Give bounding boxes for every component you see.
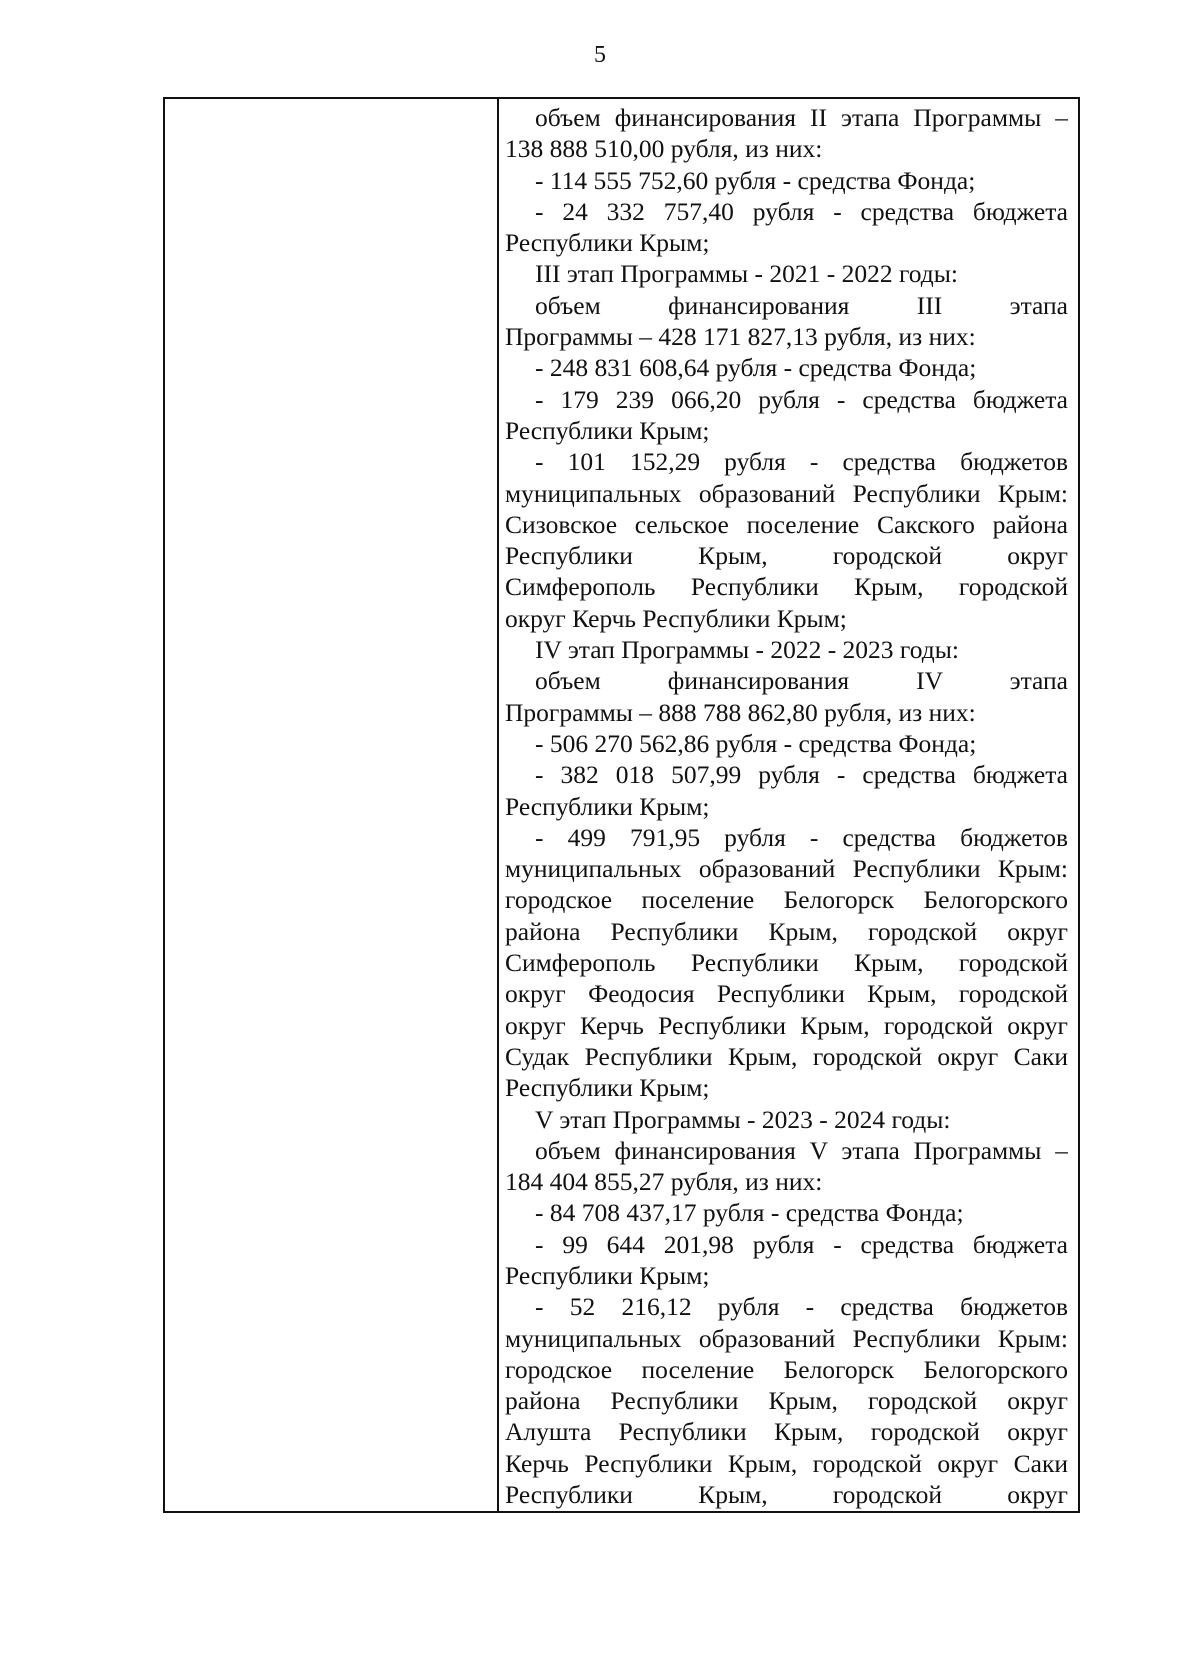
text-line: - 84 708 437,17 рубля - средства Фонда; [535, 1198, 964, 1228]
text-line: - 114 555 752,60 рубля - средства Фонда; [535, 165, 976, 195]
text-line: Республики Крым; [505, 228, 710, 258]
table-right-cell [499, 99, 1078, 1511]
text-line: - 24 332 757,40 рубля - средства бюджета [535, 196, 1068, 226]
text-line: городское поселение Белогорск Белогорского [505, 885, 1068, 915]
text-line: - 248 831 608,64 рубля - средства Фонда; [535, 353, 977, 383]
text-line: - 506 270 562,86 рубля - средства Фонда; [535, 728, 977, 758]
program-financing-table [163, 97, 1080, 1513]
text-line: - 179 239 066,20 рубля - средства бюджета [535, 384, 1068, 414]
text-line: района Республики Крым, городской округ [505, 916, 1068, 946]
text-line: Республики Крым, городской округ [505, 1480, 1068, 1510]
text-line: Республики Крым, городской округ [505, 541, 1068, 571]
text-line: Республики Крым; [505, 791, 710, 821]
text-line: - 382 018 507,99 рубля - средства бюджета [535, 760, 1068, 790]
text-line: муниципальных образований Республики Крым: [505, 1323, 1068, 1353]
table-left-cell [165, 99, 499, 1511]
text-line: - 101 152,29 рубля - средства бюджетов [535, 447, 1068, 477]
text-line: объем финансирования III этапа [535, 290, 1068, 320]
text-line: III этап Программы - 2021 - 2022 годы: [535, 259, 958, 289]
text-line: Симферополь Республики Крым, городской [505, 572, 1068, 602]
text-line: Республики Крым; [505, 1073, 710, 1103]
text-line: объем финансирования II этапа Программы – [535, 103, 1068, 132]
text-line: Керчь Республики Крым, городской округ Саки [505, 1448, 1068, 1478]
text-line: Симферополь Республики Крым, городской [505, 948, 1068, 978]
text-line: района Республики Крым, городской округ [505, 1386, 1068, 1416]
text-line: округ Феодосия Республики Крым, городской [505, 979, 1068, 1009]
text-line: Программы – 428 171 827,13 рубля, из них: [505, 322, 976, 352]
page-number: 5 [594, 42, 606, 68]
text-line: городское поселение Белогорск Белогорского [505, 1354, 1068, 1384]
text-line: Алушта Республики Крым, городской округ [505, 1417, 1068, 1447]
text-line: - 99 644 201,98 рубля - средства бюджета [535, 1229, 1068, 1259]
text-line: Программы – 888 788 862,80 рубля, из них: [505, 697, 976, 727]
text-line: Сизовское сельское поселение Сакского района [505, 509, 1068, 539]
text-line: - 499 791,95 рубля - средства бюджетов [535, 822, 1068, 852]
text-line: IV этап Программы - 2022 - 2023 годы: [535, 635, 959, 665]
text-line: объем финансирования V этапа Программы – [535, 1135, 1068, 1165]
text-line: Судак Республики Крым, городской округ Саки [505, 1041, 1068, 1071]
text-line: V этап Программы - 2023 - 2024 годы: [535, 1104, 951, 1134]
text-line: округ Керчь Республики Крым; [505, 603, 847, 633]
text-line: объем финансирования IV этапа [535, 666, 1068, 696]
text-line: 184 404 855,27 рубля, из них: [505, 1167, 823, 1197]
text-line: 138 888 510,00 рубля, из них: [505, 134, 823, 164]
text-line: округ Керчь Республики Крым, городской округ [505, 1010, 1068, 1040]
text-line: Республики Крым; [505, 1260, 710, 1290]
text-line: - 52 216,12 рубля - средства бюджетов [535, 1292, 1068, 1322]
text-line: муниципальных образований Республики Крым: [505, 478, 1068, 508]
text-line: Республики Крым; [505, 415, 710, 445]
text-line: муниципальных образований Республики Крым: [505, 854, 1068, 884]
